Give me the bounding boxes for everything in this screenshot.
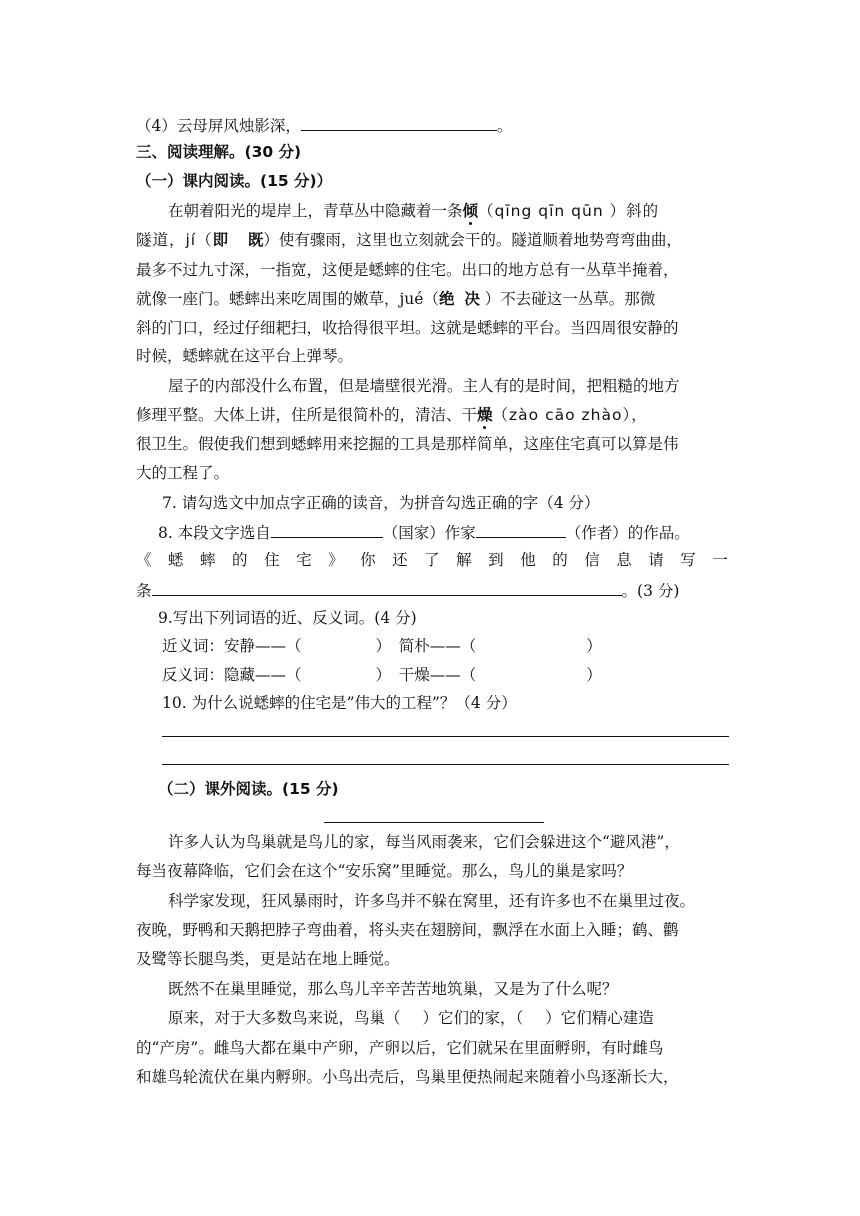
passage-line: 很卫生。假使我们想到蟋蟀用来挖掘的工具是那样简单，这座住宅真可以算是伟	[136, 435, 679, 453]
text-span: ）它们的家，（	[422, 1009, 524, 1027]
char-option[interactable]: 即	[212, 231, 229, 249]
passage-line: 最多不过九寸深，一指宽，这便是蟋蟀的住宅。出口的地方总有一丛草半掩着，	[136, 261, 679, 279]
answer-line[interactable]	[162, 764, 729, 765]
text-span: ）使有骤雨，这里也立刻就会干的。隧道顺着地势弯弯曲曲，	[263, 231, 682, 249]
spaced-char: 》	[328, 551, 344, 569]
passage-line: 屋子的内部没什么布置，但是墙壁很光滑。主人有的是时间，把粗糙的地方	[168, 377, 680, 395]
spaced-char: 息	[616, 551, 632, 569]
question-4	[136, 114, 512, 136]
spaced-char: 蟋	[168, 551, 184, 569]
spaced-char: 的	[552, 551, 568, 569]
passage-line: 斜的门口，经过仔细耙扫，收拾得很平坦。这就是蟋蟀的平台。当四周很安静的	[136, 319, 679, 337]
spaced-char: 《	[136, 551, 152, 569]
pinyin-options[interactable]: （qīng qīn qūn ）斜的	[478, 202, 660, 220]
dotted-char: 倾	[462, 202, 479, 220]
text-span: ） 简朴——（	[375, 637, 477, 655]
spaced-char: 他	[520, 551, 536, 569]
question-4-end: 。	[496, 117, 513, 135]
spaced-char: 你	[360, 551, 376, 569]
passage-line: 每当夜幕降临，它们会在这个“安乐窝”里睡觉。那么，鸟儿的巢是家吗？	[136, 862, 633, 880]
question-4-text: （4）云母屏风烛影深，	[136, 117, 301, 135]
spaced-char: 写	[680, 551, 696, 569]
answer-blank[interactable]	[301, 114, 497, 131]
question-8-line-3	[136, 579, 679, 601]
info-blank[interactable]	[152, 579, 622, 596]
country-blank[interactable]	[271, 521, 383, 538]
text-span: 条	[136, 582, 152, 600]
text-span: ） 干燥——（	[375, 666, 477, 684]
passage-line: 时候，蟋蟀就在这平台上弹琴。	[136, 347, 354, 365]
text-span: ）不去碰这一丛草。那微	[479, 290, 656, 308]
pinyin-options[interactable]: （zào cāo zhào），	[492, 406, 648, 424]
spaced-char: 解	[456, 551, 472, 569]
char-option[interactable]: 决	[464, 290, 480, 308]
char-option[interactable]: 绝	[438, 290, 455, 308]
passage-line: 的“产房”。雌鸟大都在巢中产卵，产卵以后，它们就呆在里面孵卵，有时雌鸟	[136, 1039, 664, 1057]
spaced-char: 信	[584, 551, 600, 569]
text-span: ）	[586, 666, 602, 684]
spaced-char: 住	[264, 551, 280, 569]
passage-line	[168, 1008, 654, 1028]
pinyin-text: 隧道，jí（	[136, 231, 213, 249]
text-span: ）它们精心建造	[545, 1009, 654, 1027]
section-3-title: 三、阅读理解。(30 分)	[136, 143, 302, 161]
spacer	[454, 290, 464, 308]
passage-line: 科学家发现，狂风暴雨时，许多鸟并不躲在窝里，还有许多也不在巢里过夜。	[168, 892, 696, 910]
text-span: 修理平整。大体上讲，住所是很简朴的，清洁、干	[136, 406, 478, 424]
passage-line: 许多人认为鸟巢就是鸟儿的家，每当风雨袭来，它们会躲进这个“避风港”，	[168, 833, 680, 851]
text-span: 近义词：安静——（	[162, 637, 302, 655]
spacer	[228, 231, 248, 249]
passage-line: 和雄鸟轮流伏在巢内孵卵。小鸟出壳后，鸟巢里便热闹起来随着小鸟逐渐长大，	[136, 1068, 679, 1086]
spaced-char: 还	[392, 551, 408, 569]
answer-line[interactable]	[162, 736, 729, 737]
spaced-char: 的	[232, 551, 248, 569]
text-span: 就像一座门。蟋蟀出来吃周围的嫩草，jué（	[136, 290, 439, 308]
text-span: 8. 本段文字选自	[158, 524, 271, 542]
question-8	[158, 521, 690, 543]
part-2-title: （二）课外阅读。(15 分)	[158, 780, 339, 798]
char-option[interactable]: 既	[247, 231, 264, 249]
text-span: 原来，对于大多数鸟来说，鸟巢（	[168, 1009, 401, 1027]
passage-line	[136, 405, 648, 425]
spaced-char: 请	[648, 551, 664, 569]
question-10: 10. 为什么说蟋蟀的住宅是”伟大的工程”？（4 分）	[162, 694, 517, 712]
spaced-char: 到	[488, 551, 504, 569]
synonym-row	[162, 636, 602, 656]
text-span: （作者）的作品。	[565, 524, 690, 542]
text-span: 反义词：隐藏——（	[162, 666, 302, 684]
question-9-title: 9.写出下列词语的近、反义词。(4 分)	[158, 609, 417, 627]
spaced-char: 一	[712, 551, 728, 569]
spaced-char: 蟀	[200, 551, 216, 569]
spaced-char: 宅	[296, 551, 312, 569]
passage-line: 夜晚，野鸭和天鹅把脖子弯曲着，将头夹在翅膀间，飘浮在水面上入睡；鹤、鹳	[136, 921, 679, 939]
text-span: 。(3 分)	[621, 582, 680, 600]
passage-line	[136, 230, 682, 250]
text-span: ）	[586, 637, 602, 655]
title-blank[interactable]	[324, 822, 544, 823]
passage-line	[136, 289, 655, 309]
dotted-char: 燥	[477, 406, 493, 424]
passage-line: 及鹭等长腿鸟类，更是站在地上睡觉。	[136, 950, 400, 968]
passage-line: 既然不在巢里睡觉，那么鸟儿辛辛苦苦地筑巢，又是为了什么呢？	[168, 980, 618, 998]
spaced-char: 了	[424, 551, 440, 569]
part-1-title: （一）课内阅读。(15 分)）	[136, 172, 333, 190]
passage-line	[168, 201, 659, 221]
question-8-line-2	[136, 550, 728, 570]
passage-line: 大的工程了。	[136, 464, 230, 482]
text-span: 在朝着阳光的堤岸上，青草丛中隐藏着一条	[168, 202, 463, 220]
antonym-row	[162, 665, 602, 685]
text-span: （国家）作家	[382, 524, 476, 542]
author-blank[interactable]	[476, 521, 566, 538]
question-7: 7. 请勾选文中加点字正确的读音，为拼音勾选正确的字（4 分）	[162, 494, 600, 512]
